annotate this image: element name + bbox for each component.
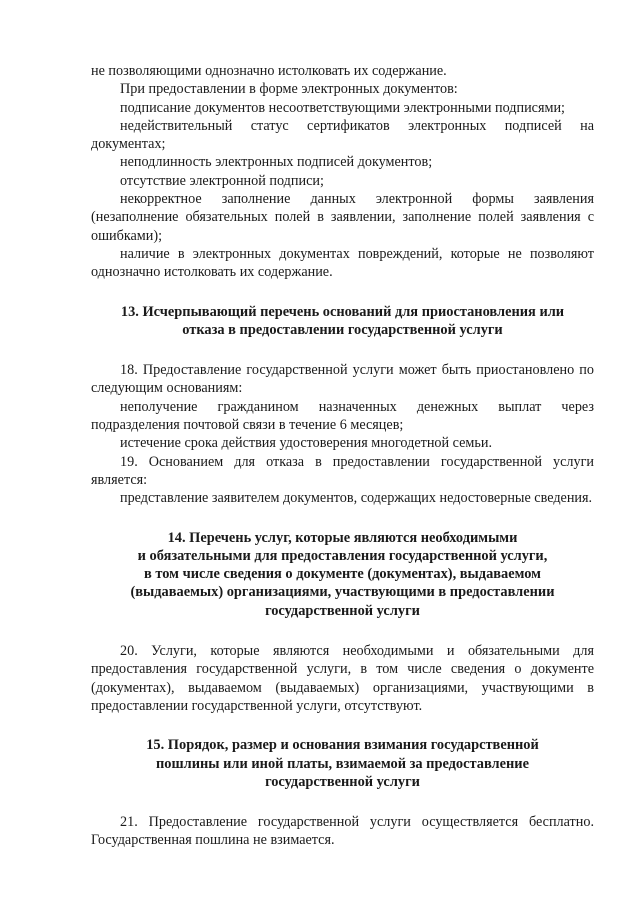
list-item: отсутствие электронной подписи;	[120, 172, 324, 189]
section-13-body	[91, 361, 594, 507]
paragraph-19: 19. Основанием для отказа в предоставлении государственной услуги является:	[91, 453, 594, 488]
section-14-heading: 14. Перечень услуг, которые являются необходимыми и обязательными для предоставления государственной услуги, в том числе сведения о документе (документах), выдаваемом (выдаваемых) организациями, участвующими в предоставлении государственной услуги	[130, 529, 555, 619]
list-item: представление заявителем документов, содержащих недостоверные сведения.	[120, 490, 593, 507]
list-item: недействительный статус сертификатов электронных подписей на документах;	[91, 117, 594, 153]
list-item: некорректное заполнение данных электронной формы заявления (незаполнение обязательных полей в заявлении, заполнение полей заявления с ошибками);	[91, 191, 594, 244]
section-15-heading: 15. Порядок, размер и основания взимания государственной пошлины или иной платы, взимаемой за предоставление государственной услуги	[146, 737, 539, 790]
paragraph-18: 18. Предоставление государственной услуги может быть приостановлено по следующим основаниям:	[91, 362, 594, 397]
section-13-heading: 13. Исчерпывающий перечень оснований для приостановления или отказа в предоставлении государственной услуги	[120, 303, 565, 338]
list-item: неполучение гражданином назначенных денежных выплат через подразделения почтовой связи в течение 6 месяцев;	[91, 398, 594, 434]
list-item: наличие в электронных документах повреждений, которые не позволяют однозначно истолковать их содержание.	[91, 245, 594, 281]
list-item: истечение срока действия удостоверения многодетной семьи.	[120, 435, 493, 452]
section-14-body	[91, 642, 594, 715]
list-item: неподлинность электронных подписей документов;	[120, 154, 433, 171]
grounds-list-continuation	[91, 62, 594, 282]
list-item: подписание документов несоответствующими электронными подписями;	[120, 99, 565, 116]
list-intro: При предоставлении в форме электронных документов:	[120, 81, 458, 98]
document-body	[91, 62, 594, 850]
paragraph-21: 21. Предоставление государственной услуги осуществляется бесплатно. Государственная пошлина не взимается.	[91, 814, 594, 849]
paragraph-20: 20. Услуги, которые являются необходимыми и обязательными для предоставления государственной услуги, в том числе сведения о документе (документах), выдаваемом (выдаваемых) организациями, участвующими в предоставлении государственной услуги, отсутствуют.	[91, 643, 594, 714]
list-item: не позволяющими однозначно истолковать их содержание.	[91, 63, 447, 79]
section-15-body	[91, 813, 594, 850]
